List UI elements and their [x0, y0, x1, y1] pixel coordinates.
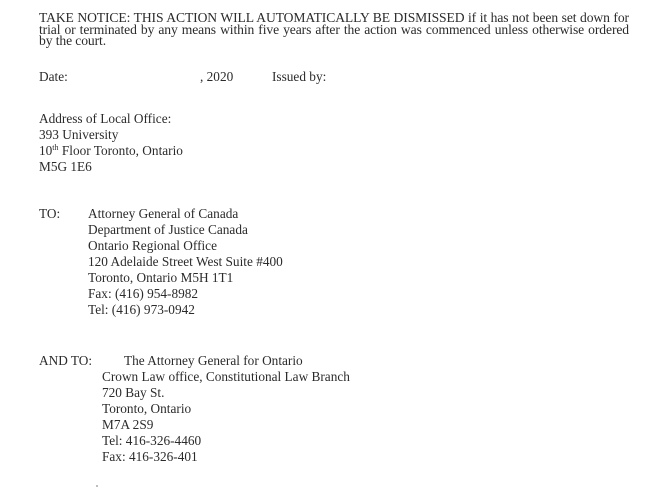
date-year: , 2020	[200, 69, 234, 84]
address-line: M7A 2S9	[102, 417, 154, 432]
and-to-first-line: The Attorney General for Ontario	[124, 353, 303, 368]
tel-line: Tel: (416) 973-0942	[88, 302, 195, 317]
scan-speck	[96, 485, 98, 487]
address-line: Crown Law office, Constitutional Law Branch	[102, 369, 350, 384]
floor-ordinal-suffix: th	[52, 143, 59, 152]
to-address	[88, 206, 283, 318]
address-line: Ontario Regional Office	[88, 238, 217, 253]
local-office-floor	[39, 143, 339, 159]
address-line: 120 Adelaide Street West Suite #400	[88, 254, 283, 269]
fax-line: Fax: 416-326-401	[102, 449, 198, 464]
address-line: Attorney General of Canada	[88, 206, 239, 221]
date-issued-line	[39, 69, 639, 85]
local-office-heading: Address of Local Office:	[39, 111, 172, 126]
floor-city: Floor Toronto, Ontario	[58, 143, 183, 158]
and-to-label: AND TO:	[39, 353, 93, 368]
local-office-postal-code: M5G 1E6	[39, 159, 92, 174]
address-line: Toronto, Ontario M5H 1T1	[88, 270, 234, 285]
tel-line: Tel: 416-326-4460	[102, 433, 202, 448]
date-label: Date:	[39, 69, 68, 84]
address-line: Toronto, Ontario	[102, 401, 192, 416]
floor-number: 10	[39, 143, 53, 158]
issued-by-label: Issued by:	[272, 69, 327, 84]
local-office-address	[39, 111, 339, 175]
dismissal-notice: TAKE NOTICE: THIS ACTION WILL AUTOMATICALLY BE DISMISSED if it has not been set down for trial or terminated by any means within five years after the action was commenced unless otherwise ordered by the court.	[39, 10, 629, 48]
and-to-address	[102, 369, 350, 465]
address-line: 720 Bay St.	[102, 385, 165, 400]
address-line: Department of Justice Canada	[88, 222, 248, 237]
fax-line: Fax: (416) 954-8982	[88, 286, 199, 301]
to-label: TO:	[39, 206, 61, 221]
local-office-street: 393 University	[39, 127, 119, 142]
